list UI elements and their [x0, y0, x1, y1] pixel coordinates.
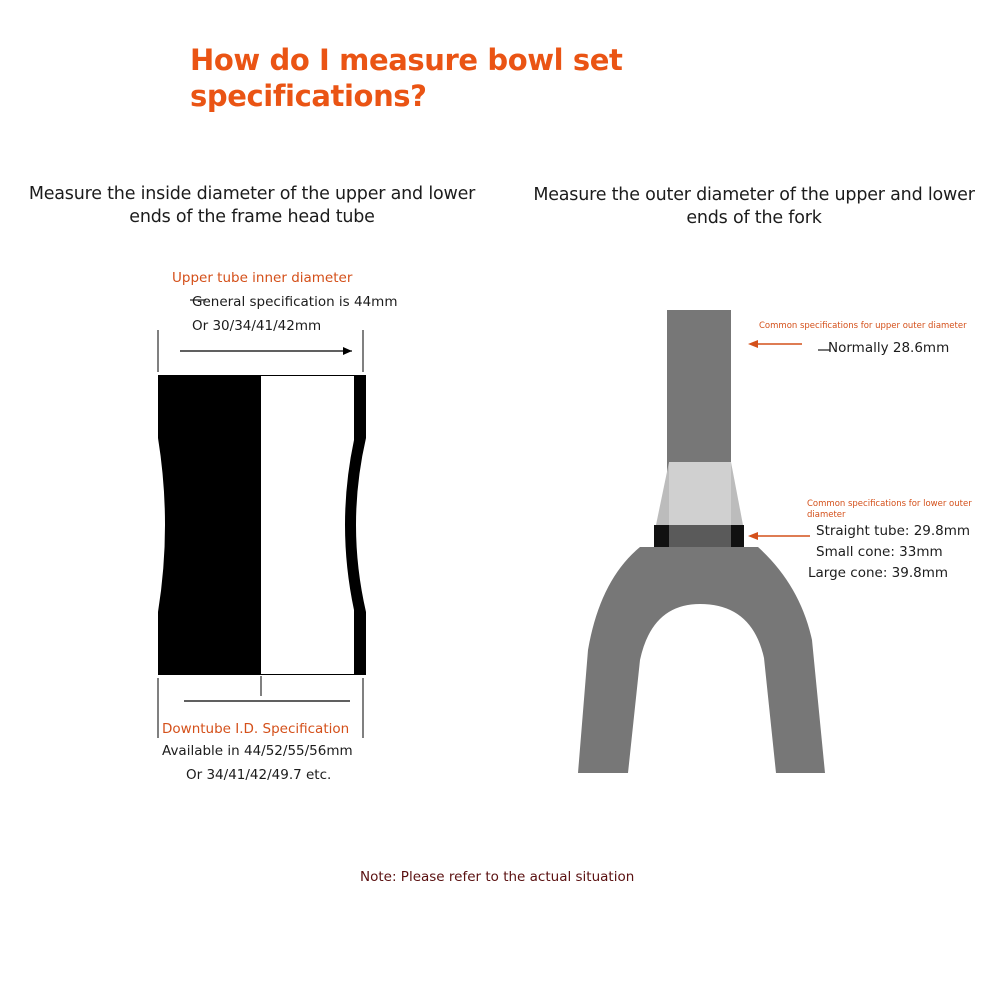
upper-outer-label: Common specifications for upper outer diameter — [759, 321, 967, 331]
downtube-spec-1: Available in 44/52/55/56mm — [162, 743, 353, 759]
upper-tube-label: Upper tube inner diameter — [172, 270, 353, 286]
fork-crown-legs — [578, 547, 825, 773]
upper-outer-value: Normally 28.6mm — [828, 340, 950, 356]
downtube-label: Downtube I.D. Specification — [162, 721, 350, 737]
lower-outer-value-small-cone: Small cone: 33mm — [816, 544, 943, 560]
page-title: How do I measure bowl set specifications? — [190, 43, 623, 113]
right-heading: Measure the outer diameter of the upper and lower ends of the fork — [533, 185, 975, 228]
downtube-spec-2: Or 34/41/42/49.7 etc. — [186, 767, 332, 783]
footnote: Note: Please refer to the actual situation — [360, 869, 635, 885]
left-heading: Measure the inside diameter of the upper and lower ends of the frame head tube — [28, 184, 476, 227]
upper-tube-spec-2: Or 30/34/41/42mm — [192, 318, 322, 334]
lower-outer-value-straight: Straight tube: 29.8mm — [816, 523, 971, 539]
lower-outer-value-large-cone: Large cone: 39.8mm — [808, 565, 949, 581]
upper-tube-spec-1: General specification is 44mm — [192, 294, 398, 310]
lower-outer-label: Common specifications for lower outer diameter — [807, 499, 972, 520]
